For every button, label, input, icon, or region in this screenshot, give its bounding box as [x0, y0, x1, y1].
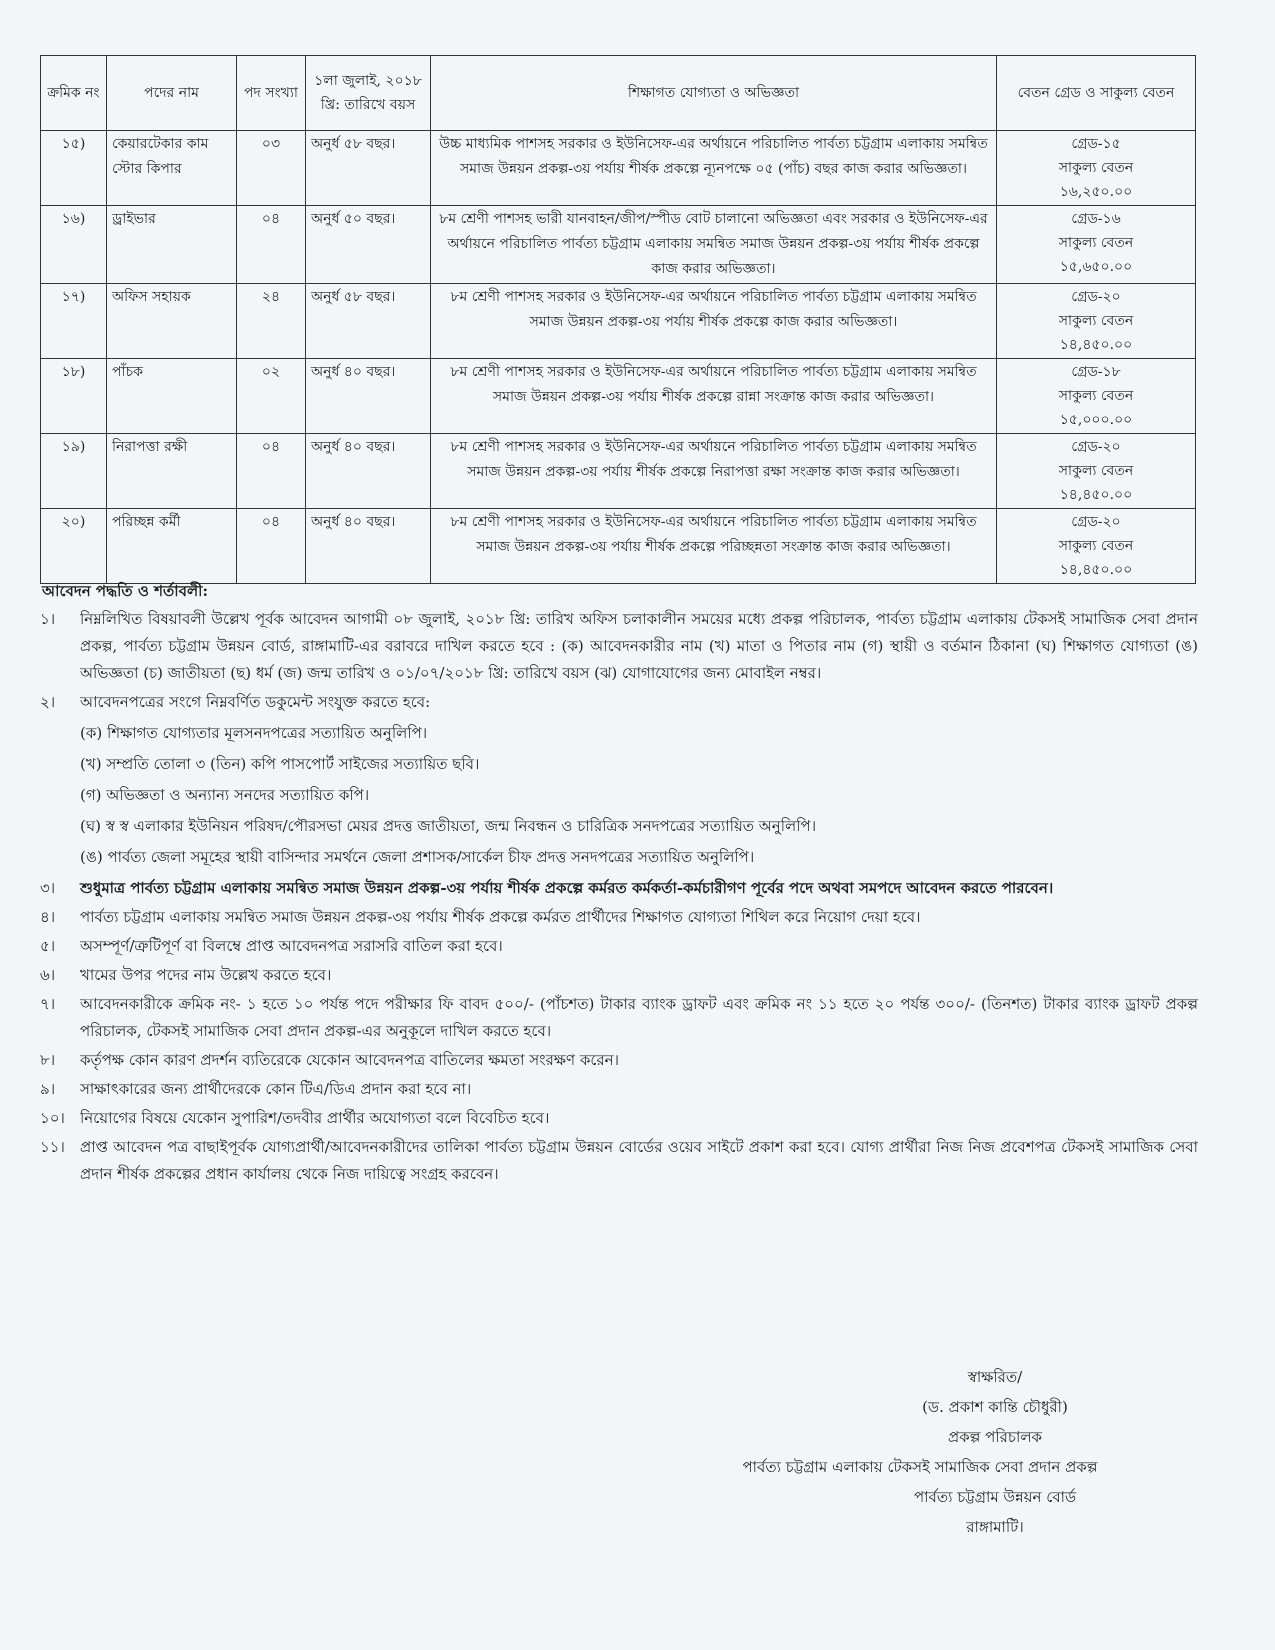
table-row: [41, 206, 1196, 284]
pay-label: সাকুল্য বেতন: [1058, 538, 1134, 554]
condition-number: ১।: [40, 610, 56, 628]
post-name-cell: অফিস সহায়ক: [107, 284, 237, 359]
pay-label: সাকুল্য বেতন: [1058, 160, 1134, 176]
pay-amount: ১৫,০০০.০০: [1059, 412, 1133, 428]
post-name-cell: ড্রাইভার: [107, 206, 237, 284]
condition-text: নিম্নলিখিত বিষয়াবলী উল্লেখ পূর্বক আবেদন আগামী ০৮ জুলাই, ২০১৮ খ্রি: তারিখ অফিস চলাকালীন সময়ের মধ্যে প্রকল্প পরিচালক, পার্বত্য চট্টগ্রাম এলাকায় টেকসই সামাজিক সেবা প্রদান প্রকল্প, পার্বত্য চট্টগ্রাম উন্নয়ন বোর্ড, রাঙ্গামাটি-এর বরাবরে দাখিল করতে হবে : (ক) আবেদনকারীর নাম (খ) মাতা ও পিতার নাম (গ) স্থায়ী ও বর্তমান ঠিকানা (ঘ) শিক্ষাগত যোগ্যতা (ঙ) অভিজ্ঞতা (চ) জাতীয়তা (ছ) ধর্ম (জ) জন্ম তারিখ ও ০১/০৭/২০১৮ খ্রি: তারিখে বয়স (ঝ) যোগাযোগের জন্য মোবাইল নম্বর।: [80, 610, 1198, 682]
condition-number: ১১।: [40, 1138, 65, 1156]
condition-number: ৯।: [40, 1080, 56, 1098]
condition-text: আবেদনপত্রের সংগে নিম্নবর্ণিত ডকুমেন্ট সংযুক্ত করতে হবে:: [80, 693, 431, 711]
pay-cell: [997, 359, 1196, 434]
condition-item-9: [40, 1076, 1198, 1103]
post-name-cell: নিরাপত্তা রক্ষী: [107, 434, 237, 509]
signatory-place: রাঙ্গামাটি।: [966, 1518, 1024, 1536]
table-header-row: [41, 56, 1196, 131]
table-row: [41, 359, 1196, 434]
post-count-cell: ০৩: [237, 131, 306, 206]
document-item: (ঘ) স্ব স্ব এলাকার ইউনিয়ন পরিষদ/পৌরসভা মেয়র প্রদত্ত জাতীয়তা, জন্ম নিবন্ধন ও চারিত্রিক সনদপত্রের সত্যায়িত অনুলিপি।: [80, 817, 817, 835]
pay-amount: ১৬,২৫০.০০: [1059, 184, 1133, 200]
signed-mark: স্বাক্ষরিত/: [967, 1368, 1023, 1386]
serial-cell: ১৯): [41, 434, 107, 509]
condition-item-1: [40, 606, 1198, 687]
pay-amount: ১৫,৬৫০.০০: [1059, 259, 1133, 275]
condition-text: প্রাপ্ত আবেদন পত্র বাছাইপূর্বক যোগ্যপ্রার্থী/আবেদনকারীদের তালিকা পার্বত্য চট্টগ্রাম উন্নয়ন বোর্ডের ওয়েব সাইটে প্রকাশ করা হবে। যোগ্য প্রার্থীরা নিজ নিজ প্রবেশপত্র টেকসই সামাজিক সেবা প্রদান শীর্ষক প্রকল্পের প্রধান কার্যালয় থেকে নিজ দায়িত্বে সংগ্রহ করবেন।: [80, 1138, 1198, 1183]
post-count-cell: ০৪: [237, 434, 306, 509]
header-age: ১লা জুলাই, ২০১৮ খ্রি: তারিখে বয়স: [306, 56, 431, 131]
table-row: [41, 131, 1196, 206]
condition-item-7: [40, 991, 1198, 1045]
serial-cell: ২০): [41, 509, 107, 584]
grade-text: গ্রেড-১৬: [1071, 211, 1121, 227]
serial-cell: ১৮): [41, 359, 107, 434]
serial-cell: ১৬): [41, 206, 107, 284]
pay-label: সাকুল্য বেতন: [1058, 388, 1134, 404]
posts-table-body: [41, 131, 1196, 584]
age-cell: অনুর্ধ ৪০ বছর।: [306, 434, 431, 509]
grade-text: গ্রেড-১৫: [1071, 136, 1121, 152]
post-name-cell: কেয়ারটেকার কাম স্টোর কিপার: [107, 131, 237, 206]
pay-cell: [997, 206, 1196, 284]
condition-text: শুধুমাত্র পার্বত্য চট্টগ্রাম এলাকায় সমন্বিত সমাজ উন্নয়ন প্রকল্প-৩য় পর্যায় শীর্ষক প্রকল্পে কর্মরত কর্মকর্তা-কর্মচারীগণ পূর্বের পদে অথবা সমপদে আবেদন করতে পারবেন।: [80, 879, 1054, 897]
condition-item-6: [40, 962, 1198, 989]
signatory-board: পার্বত্য চট্টগ্রাম উন্নয়ন বোর্ড: [913, 1488, 1077, 1506]
signatory-name: (ড. প্রকাশ কান্তি চৌধুরী): [922, 1398, 1068, 1416]
age-cell: অনুর্ধ ৫৮ বছর।: [306, 131, 431, 206]
pay-label: সাকুল্য বেতন: [1058, 313, 1134, 329]
condition-item-5: [40, 933, 1198, 960]
condition-item-4: [40, 904, 1198, 931]
age-cell: অনুর্ধ ৪০ বছর।: [306, 359, 431, 434]
condition-item-3: [40, 875, 1198, 902]
post-count-cell: ০৪: [237, 206, 306, 284]
condition-number: ১০।: [40, 1109, 65, 1127]
header-post-count: পদ সংখ্যা: [237, 56, 306, 131]
table-row: [41, 509, 1196, 584]
post-name-cell: পরিচ্ছন্ন কর্মী: [107, 509, 237, 584]
signatory-designation: প্রকল্প পরিচালক: [947, 1428, 1042, 1446]
qualification-cell: ৮ম শ্রেণী পাশসহ সরকার ও ইউনিসেফ-এর অর্থায়নে পরিচালিত পার্বত্য চট্টগ্রাম এলাকায় সমন্বিত সমাজ উন্নয়ন প্রকল্প-৩য় পর্যায় শীর্ষক প্রকল্পে নিরাপত্তা রক্ষা সংক্রান্ত কাজ করার অভিজ্ঞতা।: [431, 434, 997, 509]
table-row: [41, 284, 1196, 359]
document-item: (ঙ) পার্বত্য জেলা সমূহের স্থায়ী বাসিন্দার সমর্থনে জেলা প্রশাসক/সার্কেল চীফ প্রদত্ত সনদপত্রের সত্যায়িত অনুলিপি।: [80, 848, 755, 866]
condition-text: খামের উপর পদের নাম উল্লেখ করতে হবে।: [80, 966, 332, 984]
condition-item-10: [40, 1105, 1198, 1132]
header-post-name: পদের নাম: [107, 56, 237, 131]
condition-text: আবেদনকারীকে ক্রমিক নং- ১ হতে ১০ পর্যন্ত পদে পরীক্ষার ফি বাবদ ৫০০/- (পাঁচশত) টাকার ব্যাংক ড্রাফট এবং ক্রমিক নং ১১ হতে ২০ পর্যন্ত ৩০০/- (তিনশত) টাকার ব্যাংক ড্রাফট প্রকল্প পরিচালক, টেকসই সামাজিক সেবা প্রদান প্রকল্প-এর অনুকূলে দাখিল করতে হবে।: [80, 995, 1198, 1040]
document-item: (গ) অভিজ্ঞতা ও অন্যান্য সনদের সত্যায়িত কপি।: [80, 786, 370, 804]
pay-cell: [997, 131, 1196, 206]
condition-number: ৪।: [40, 908, 56, 926]
condition-text: পার্বত্য চট্টগ্রাম এলাকায় সমন্বিত সমাজ উন্নয়ন প্রকল্প-৩য় পর্যায় শীর্ষক প্রকল্পে কর্মরত প্রার্থীদের শিক্ষাগত যোগ্যতা শিথিল করে নিয়োগ দেয়া হবে।: [80, 908, 921, 926]
post-name-cell: পাঁচক: [107, 359, 237, 434]
qualification-cell: উচ্চ মাধ্যমিক পাশসহ সরকার ও ইউনিসেফ-এর অর্থায়নে পরিচালিত পার্বত্য চট্টগ্রাম এলাকায় সমন্বিত সমাজ উন্নয়ন প্রকল্প-৩য় পর্যায় শীর্ষক প্রকল্পে ন্যূনপক্ষে ০৫ (পাঁচ) বছর কাজ করার অভিজ্ঞতা।: [431, 131, 997, 206]
table-row: [41, 434, 1196, 509]
grade-text: গ্রেড-১৮: [1071, 364, 1121, 380]
age-cell: অনুর্ধ ৪০ বছর।: [306, 509, 431, 584]
posts-table: [40, 55, 1196, 584]
conditions-list: [40, 606, 1198, 1190]
header-serial: ক্রমিক নং: [41, 56, 107, 131]
post-count-cell: ০৪: [237, 509, 306, 584]
header-qualification: শিক্ষাগত যোগ্যতা ও অভিজ্ঞতা: [431, 56, 997, 131]
condition-text: নিয়োগের বিষয়ে যেকোন সুপারিশ/তদবীর প্রার্থীর অযোগ্যতা বলে বিবেচিত হবে।: [80, 1109, 550, 1127]
pay-amount: ১৪,৪৫০.০০: [1059, 337, 1133, 353]
post-count-cell: ২৪: [237, 284, 306, 359]
qualification-cell: ৮ম শ্রেণী পাশসহ সরকার ও ইউনিসেফ-এর অর্থায়নে পরিচালিত পার্বত্য চট্টগ্রাম এলাকায় সমন্বিত সমাজ উন্নয়ন প্রকল্প-৩য় পর্যায় শীর্ষক প্রকল্পে পরিচ্ছন্নতা সংক্রান্ত কাজ করার অভিজ্ঞতা।: [431, 509, 997, 584]
condition-item-2: [40, 689, 1198, 716]
condition-number: ৩।: [40, 879, 56, 897]
pay-amount: ১৪,৪৫০.০০: [1059, 487, 1133, 503]
grade-text: গ্রেড-২০: [1071, 514, 1121, 530]
qualification-cell: ৮ম শ্রেণী পাশসহ সরকার ও ইউনিসেফ-এর অর্থায়নে পরিচালিত পার্বত্য চট্টগ্রাম এলাকায় সমন্বিত সমাজ উন্নয়ন প্রকল্প-৩য় পর্যায় শীর্ষক প্রকল্পে রান্না সংক্রান্ত কাজ করার অভিজ্ঞতা।: [431, 359, 997, 434]
document-item: (ক) শিক্ষাগত যোগ্যতার মূলসনদপত্রের সত্যায়িত অনুলিপি।: [80, 724, 428, 742]
grade-text: গ্রেড-২০: [1071, 289, 1121, 305]
condition-text: সাক্ষাৎকারের জন্য প্রার্থীদেরকে কোন টিএ/ডিএ প্রদান করা হবে না।: [80, 1080, 472, 1098]
pay-label: সাকুল্য বেতন: [1058, 463, 1134, 479]
qualification-cell: ৮ম শ্রেণী পাশসহ ভারী যানবাহন/জীপ/স্পীড বোট চালানো অভিজ্ঞতা এবং সরকার ও ইউনিসেফ-এর অর্থায়নে পরিচালিত পার্বত্য চট্টগ্রাম এলাকায় সমন্বিত সমাজ উন্নয়ন প্রকল্প-৩য় পর্যায় শীর্ষক প্রকল্পে কাজ করার অভিজ্ঞতা।: [431, 206, 997, 284]
signatory-project: পার্বত্য চট্টগ্রাম এলাকায় টেকসই সামাজিক সেবা প্রদান প্রকল্প: [742, 1458, 1098, 1476]
serial-cell: ১৭): [41, 284, 107, 359]
condition-number: ৭।: [40, 995, 56, 1013]
pay-label: সাকুল্য বেতন: [1058, 235, 1134, 251]
post-count-cell: ০২: [237, 359, 306, 434]
condition-number: ৮।: [40, 1051, 56, 1069]
required-documents-list: [40, 718, 1198, 873]
document-item: (খ) সম্প্রতি তোলা ৩ (তিন) কপি পাসপোর্ট সাইজের সত্যায়িত ছবি।: [80, 755, 480, 773]
condition-item-8: [40, 1047, 1198, 1074]
conditions-heading: আবেদন পদ্ধতি ও শর্তাবলী:: [42, 582, 208, 600]
age-cell: অনুর্ধ ৫০ বছর।: [306, 206, 431, 284]
pay-cell: [997, 434, 1196, 509]
signature-block: [640, 1362, 1200, 1542]
grade-text: গ্রেড-২০: [1071, 439, 1121, 455]
condition-number: ৫।: [40, 937, 56, 955]
qualification-cell: ৮ম শ্রেণী পাশসহ সরকার ও ইউনিসেফ-এর অর্থায়নে পরিচালিত পার্বত্য চট্টগ্রাম এলাকায় সমন্বিত সমাজ উন্নয়ন প্রকল্প-৩য় পর্যায় শীর্ষক প্রকল্পে কাজ করার অভিজ্ঞতা।: [431, 284, 997, 359]
condition-item-11: [40, 1134, 1198, 1188]
pay-amount: ১৪,৪৫০.০০: [1059, 562, 1133, 578]
condition-number: ৬।: [40, 966, 56, 984]
condition-number: ২।: [40, 693, 56, 711]
age-cell: অনুর্ধ ৫৮ বছর।: [306, 284, 431, 359]
condition-text: অসম্পূর্ণ/ত্রুটিপূর্ণ বা বিলম্বে প্রাপ্ত আবেদনপত্র সরাসরি বাতিল করা হবে।: [80, 937, 503, 955]
serial-cell: ১৫): [41, 131, 107, 206]
condition-text: কর্তৃপক্ষ কোন কারণ প্রদর্শন ব্যতিরেকে যেকোন আবেদনপত্র বাতিলের ক্ষমতা সংরক্ষণ করেন।: [80, 1051, 619, 1069]
header-pay: বেতন গ্রেড ও সাকুল্য বেতন: [997, 56, 1196, 131]
pay-cell: [997, 284, 1196, 359]
pay-cell: [997, 509, 1196, 584]
